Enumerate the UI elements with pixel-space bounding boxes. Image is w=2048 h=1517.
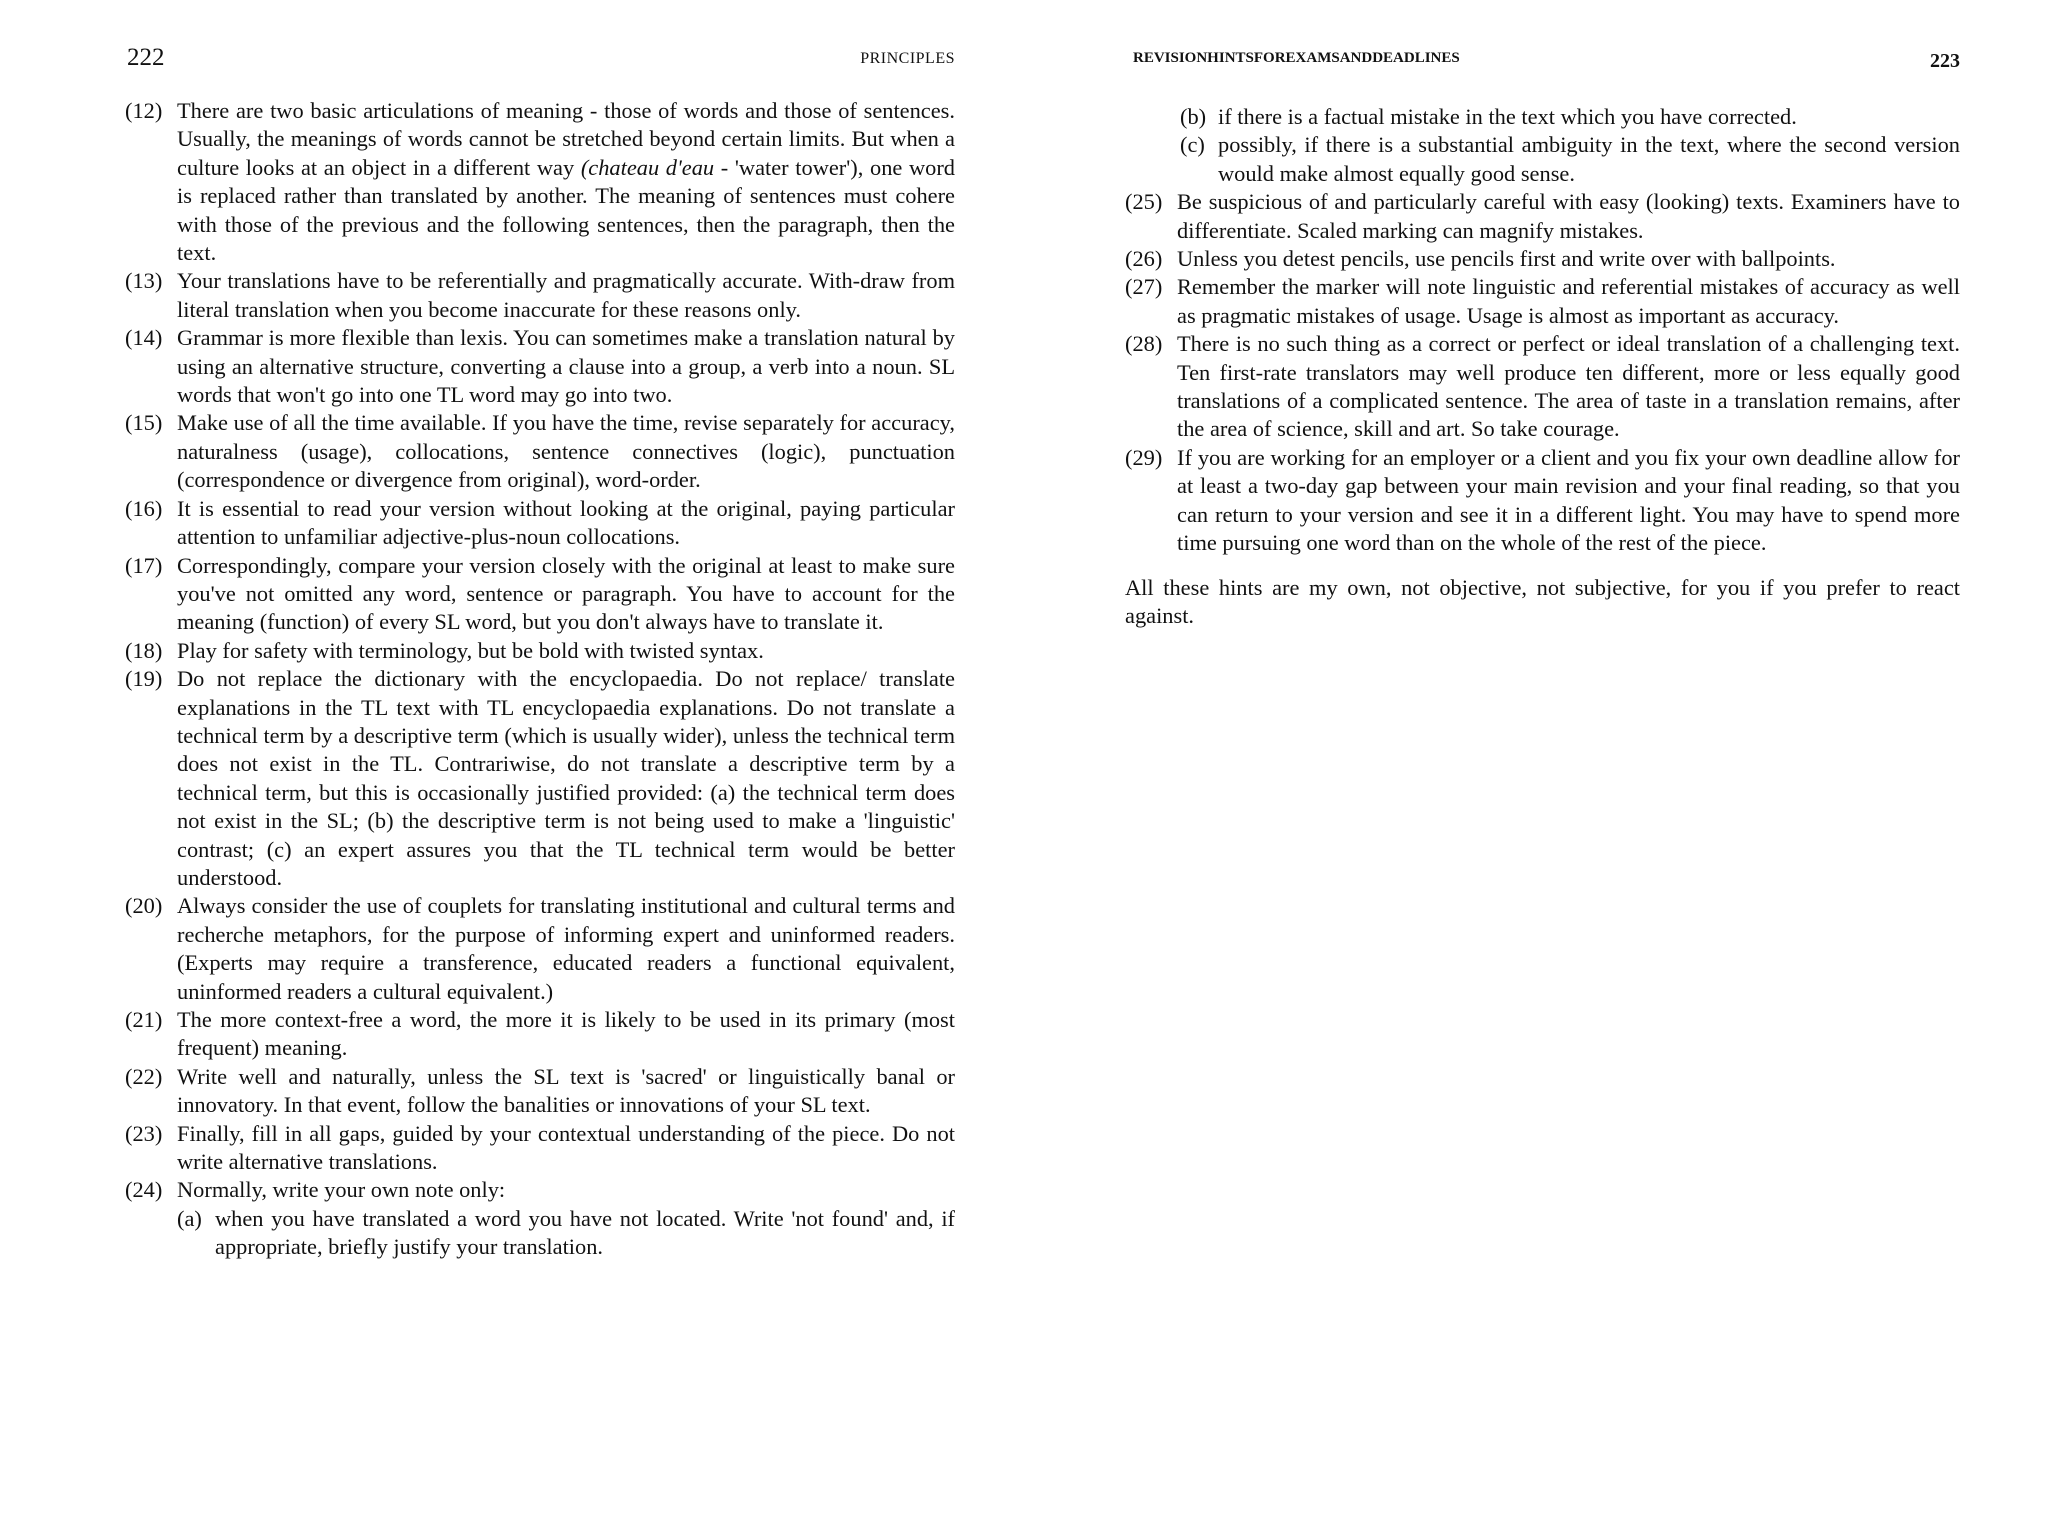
item-text: Always consider the use of couplets for translating institutional and cultural terms and recherche metaphors, for the purpose of informing expert and uninformed readers. (Experts may require a transference, educated readers a functional equivalent, uninformed readers a cultural equivalent.) — [177, 893, 955, 1004]
sub-item-text: if there is a factual mistake in the text which you have corrected. — [1218, 104, 1797, 129]
list-item — [125, 665, 955, 892]
sub-item-text: when you have translated a word you have not located. Write 'not found' and, if appropriate, briefly justify your translation. — [215, 1205, 955, 1260]
list-item — [125, 324, 955, 409]
left-page-number: 222 — [127, 44, 165, 71]
sub-item-number: (c) — [1180, 132, 1205, 158]
list-item — [125, 552, 955, 637]
item-number: (26) — [1125, 246, 1163, 272]
sub-list-item — [1180, 103, 1960, 131]
list-item — [1125, 245, 1960, 273]
list-item — [1125, 188, 1960, 245]
item-text-part: 'water tower'), one word is replaced rather than translated by another. The meaning of sentences must cohere with those of the previous and the following sentences, then the paragraph, then the text. — [177, 154, 955, 266]
item-number: (29) — [1125, 444, 1163, 470]
list-item — [125, 267, 955, 324]
item-number: (20) — [125, 893, 163, 919]
list-item — [125, 97, 955, 267]
list-item — [125, 892, 955, 1006]
item-number: (15) — [125, 410, 163, 436]
sub-list-item — [177, 1205, 955, 1262]
item-text: Correspondingly, compare your version closely with the original at least to make sure you've not omitted any word, sentence or paragraph. You have to account for the meaning (function) of every SL word, but you don't always have to translate it. — [177, 552, 955, 635]
item-text: Make use of all the time available. If you have the time, revise separately for accuracy, naturalness (usage), collocations, sentence connectives (logic), punctuation (correspondence or divergence from original), word-order. — [177, 410, 955, 493]
continued-sub-items — [1125, 103, 1960, 188]
left-running-head — [125, 44, 955, 74]
item-text: Unless you detest pencils, use pencils first and write over with ballpoints. — [1177, 246, 1836, 272]
item-number: (12) — [125, 98, 163, 123]
item-number: (27) — [1125, 274, 1163, 300]
item-number: (24) — [125, 1177, 163, 1203]
right-page-number: 223 — [1930, 50, 1960, 72]
list-item — [125, 1006, 955, 1063]
item-text: Play for safety with terminology, but be bold with twisted syntax. — [177, 637, 764, 663]
list-item — [125, 409, 955, 494]
left-page-body — [125, 97, 955, 1262]
sub-list-item — [1180, 131, 1960, 188]
item-text: Remember the marker will note linguistic and referential mistakes of accuracy as well as pragmatic mistakes of usage. Usage is almost as important as accuracy. — [1177, 274, 1960, 328]
item-number: (17) — [125, 552, 163, 578]
item-text: It is essential to read your version without looking at the original, paying particular attention to unfamiliar adjective-plus-noun collocations. — [177, 495, 955, 550]
item-number: (23) — [125, 1120, 163, 1146]
item-number: (19) — [125, 666, 163, 692]
list-item — [1125, 444, 1960, 558]
sub-item-text: possibly, if there is a substantial ambiguity in the text, where the second version would make almost equally good sense. — [1218, 132, 1960, 186]
item-text: Finally, fill in all gaps, guided by your contextual understanding of the piece. Do not write alternative translations. — [177, 1120, 955, 1175]
right-running-title: REVISIONHINTSFOREXAMSANDDEADLINES — [1133, 50, 1460, 66]
right-page-body — [1125, 103, 1960, 653]
list-item — [125, 637, 955, 665]
sub-item-number: (a) — [177, 1205, 202, 1231]
list-item — [125, 1063, 955, 1120]
item-number: (28) — [1125, 331, 1163, 357]
item-text: Do not replace the dictionary with the encyclopaedia. Do not replace/ translate explanations in the TL text with TL encyclopaedia explanations. Do not translate a technical term by a descriptive term (which is usually wider), unless the technical term does not exist in the TL. Contrariwise, do not translate a descriptive term by a technical term, but this is occasionally justified provided: (a) the technical term does not exist in the SL; (b) the descriptive term is not being used to make a 'linguistic' contrast; (c) an expert assures you that the TL technical term would be better understood. — [177, 666, 955, 890]
item-text: Write well and naturally, unless the SL text is 'sacred' or linguistically banal or innovatory. In that event, follow the banalities or innovations of your SL text. — [177, 1063, 955, 1118]
item-number: (21) — [125, 1007, 163, 1032]
item-text: The more context-free a word, the more it is likely to be used in its primary (most frequent) meaning. — [177, 1007, 955, 1061]
item-number: (18) — [125, 637, 163, 663]
item-text: There is no such thing as a correct or perfect or ideal translation of a challenging text. Ten first-rate translators may well produce ten different, more or less equally good translations of a complicated sentence. The area of taste in a translation remains, after the area of science, skill and art. So take courage. — [1177, 331, 1960, 442]
item-text: Be suspicious of and particularly careful with easy (looking) texts. Examiners have to differentiate. Scaled marking can magnify mistakes. — [1177, 189, 1960, 243]
list-item — [1125, 273, 1960, 330]
list-item — [125, 1120, 955, 1177]
closing-paragraph: All these hints are my own, not objective, not subjective, for you if you prefer to react against. — [1125, 574, 1960, 628]
list-item — [1125, 330, 1960, 444]
right-running-head — [1125, 44, 1960, 74]
item-text: Your translations have to be referentially and pragmatically accurate. With-draw from literal translation when you become inaccurate for these reasons only. — [177, 268, 955, 322]
item-text-italic: (chateau d'eau - — [580, 154, 729, 180]
item-number: (16) — [125, 495, 163, 521]
item-number: (13) — [125, 268, 163, 294]
item-text: Normally, write your own note only: — [177, 1177, 506, 1203]
item-number: (22) — [125, 1063, 163, 1089]
list-item — [125, 495, 955, 552]
left-running-title: PRINCIPLES — [860, 50, 955, 67]
item-text: Grammar is more flexible than lexis. You can sometimes make a translation natural by using an alternative structure, converting a clause into a group, a verb into a noun. SL words that won't go into one TL word may go into two. — [177, 325, 955, 408]
item-text-part: There are two basic articulations of meaning - those of words and those of sentences. Usually, the meanings of words cannot be stretched beyond certain limits. But when a culture looks at an object in a different way — [177, 98, 955, 180]
item-text: If you are working for an employer or a client and you fix your own deadline allow for at least a two-day gap between your main revision and your final reading, so that you can return to your version and see it in a different light. You may have to spend more time pursuing one word than on the whole of the rest of the piece. — [1177, 444, 1960, 556]
item-number: (14) — [125, 325, 163, 351]
item-number: (25) — [1125, 189, 1163, 215]
list-item — [125, 1176, 955, 1204]
sub-item-number: (b) — [1180, 104, 1207, 129]
item-text — [177, 97, 955, 267]
